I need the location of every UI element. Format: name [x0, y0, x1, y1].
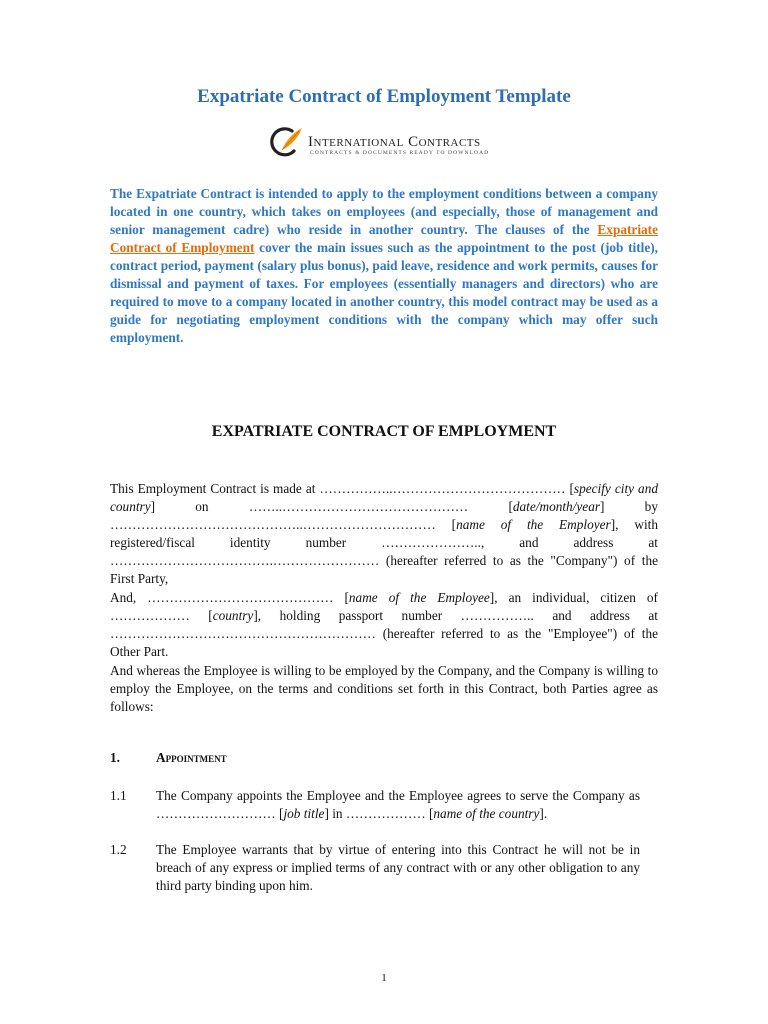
- p1-text: , and address at: [480, 535, 658, 550]
- employee-placeholder: name of the Employee: [348, 590, 490, 605]
- employer-placeholder: name of the Employer: [456, 517, 611, 532]
- fiscal-id-blank: …………………..: [381, 535, 481, 550]
- agreement-paragraph: And whereas the Employee is willing to be employed by the Company, and the Company is willing to employ the Employee, on the terms and conditions set forth in this Contract, both Parties agree as follows:: [110, 663, 658, 714]
- p2-text: ], an individual, citizen of: [489, 590, 658, 605]
- clause-number: 1.1: [110, 788, 127, 803]
- clause-text-part: ] in: [324, 806, 346, 821]
- p1-text: (hereafter referred to as the "Company") of the First Party,: [110, 553, 658, 586]
- section-number: 1.: [110, 750, 120, 765]
- date-placeholder: date/month/year: [512, 499, 601, 514]
- logo-name: International Contracts: [308, 134, 481, 150]
- date-blank: ……..……………………………………: [248, 499, 469, 514]
- intro-text-end: cover the main issues such as the appointment to the post (job title), contract period, payment (salary plus bonus), paid leave, residence and work permits, causes for dismissal and payment of taxes. For employees (essentially managers and directors) who are required to move to a company located in another country, this model contract may be used as a guide for negotiating employment conditions with the company which may offer such employment.: [110, 240, 658, 345]
- quill-pen-logo-icon: [268, 124, 304, 160]
- country-placeholder: country: [212, 608, 254, 623]
- page-number: 1: [381, 972, 387, 984]
- document-title: Expatriate Contract of Employment Template: [197, 86, 571, 107]
- company-logo: [268, 124, 508, 164]
- p2-text: [: [333, 590, 349, 605]
- clause-1-2: [110, 841, 640, 895]
- clause-text-part: [: [425, 806, 434, 821]
- p1-text: [: [435, 517, 457, 532]
- job-title-placeholder: job title: [283, 806, 325, 821]
- p1-text: [: [468, 499, 513, 514]
- p2-text: And,: [110, 590, 148, 605]
- clause-1-1: [110, 787, 640, 823]
- section-heading-appointment: [110, 750, 227, 766]
- clause-text: [156, 787, 640, 823]
- section-label: Appointment: [156, 750, 227, 765]
- clause-number: 1.2: [110, 842, 127, 857]
- parties-first-party-paragraph: [110, 480, 658, 588]
- employer-blank: ……………………………………..…………………………: [110, 517, 436, 532]
- p2-text: and address at: [533, 608, 658, 623]
- p1-text: ] by: [600, 499, 658, 514]
- citizenship-blank: ………………: [110, 608, 190, 623]
- parties-other-party-paragraph: [110, 589, 658, 661]
- intro-text-start: The Expatriate Contract is intended to apply to the employment conditions between a company located in one country, which takes on employees (and especially, those of management and senior management cadre) who reside in another country. The clauses of the: [110, 186, 658, 237]
- country-blank: ………………: [345, 806, 426, 821]
- clause-text-part: [: [275, 806, 284, 821]
- company-address-blank: ……………………………….……………………: [110, 553, 380, 568]
- p2-text: (hereafter referred to as the "Employee") of the Other Part.: [110, 626, 658, 659]
- p1-text: ], with registered/fiscal identity number: [110, 517, 659, 550]
- clause-text: The Employee warrants that by virtue of entering into this Contract he will not be in breach of any express or implied terms of any contract with or any other obligation to any third party binding upon him.: [156, 842, 640, 893]
- passport-blank: ……………..: [460, 608, 534, 623]
- country-name-placeholder: name of the country: [433, 806, 540, 821]
- p2-text: ], holding passport number: [253, 608, 461, 623]
- p1-text: ] on: [150, 499, 249, 514]
- logo-tagline: CONTRACTS & DOCUMENTS READY TO DOWNLOAD: [310, 150, 490, 156]
- city-placeholder: specify city and country: [110, 481, 659, 514]
- contract-title: EXPATRIATE CONTRACT OF EMPLOYMENT: [211, 423, 557, 440]
- p2-text: [: [189, 608, 213, 623]
- clause-text-part: The Company appoints the Employee and the Employee agrees to serve the Company as: [156, 788, 640, 803]
- employee-address-blank: ……………………………………………………: [110, 626, 376, 641]
- expatriate-contract-link[interactable]: Expatriate Contract of Employment: [110, 222, 658, 255]
- clause-text-part: ].: [539, 806, 548, 821]
- p1-text: This Employment Contract is made at: [110, 481, 320, 496]
- job-title-blank: ………………………: [156, 806, 276, 821]
- city-blank: ……………..…………………………………: [319, 481, 566, 496]
- intro-paragraph: [110, 185, 658, 347]
- p1-text: [: [565, 481, 574, 496]
- employee-name-blank: ……………………………………: [147, 590, 334, 605]
